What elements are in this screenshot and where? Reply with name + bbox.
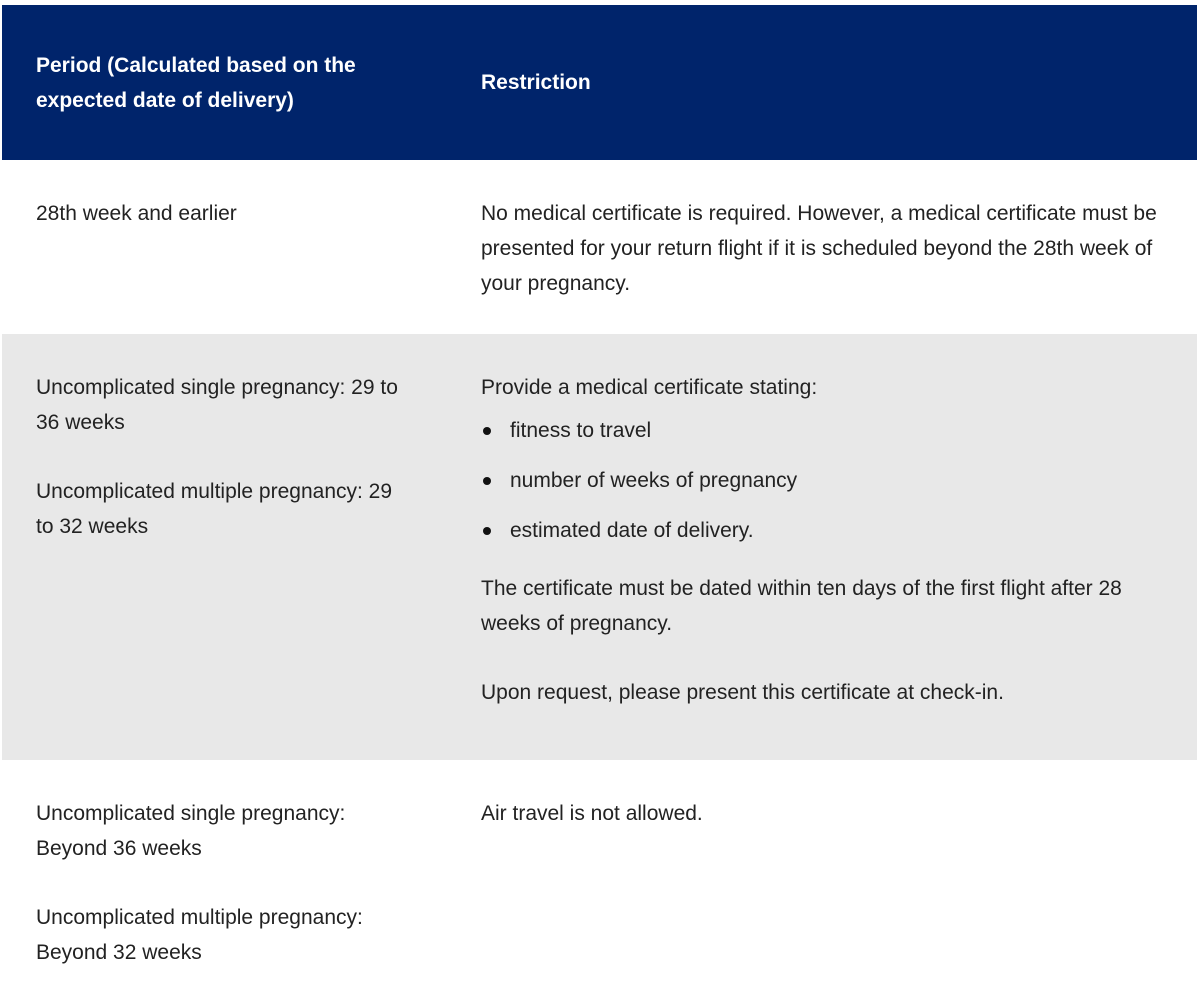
table-row <box>2 760 1197 997</box>
restriction-text: Air travel is not allowed. <box>481 802 703 825</box>
pregnancy-travel-table <box>2 5 1197 997</box>
header-period: Period (Calculated based on the expected date of delivery) <box>36 53 356 112</box>
list-item: number of weeks of pregnancy <box>481 463 1167 513</box>
period-text: Uncomplicated multiple pregnancy: 29 to 32 weeks <box>36 480 393 538</box>
period-text: Uncomplicated single pregnancy: 29 to 36 weeks <box>36 376 398 434</box>
table-row <box>2 334 1197 760</box>
restriction-text: The certificate must be dated within ten days of the first flight after 28 weeks of pregnancy. <box>481 577 1122 635</box>
restriction-intro: Provide a medical certificate stating: <box>481 376 818 399</box>
table-row <box>2 160 1197 334</box>
header-restriction: Restriction <box>481 71 591 94</box>
list-item: estimated date of delivery. <box>481 513 1167 563</box>
list-item: fitness to travel <box>481 413 1167 463</box>
restriction-cell <box>481 796 1197 997</box>
period-text: Uncomplicated multiple pregnancy: Beyond 32 weeks <box>36 906 363 964</box>
restriction-cell <box>481 370 1197 760</box>
period-text: 28th week and earlier <box>36 202 237 225</box>
period-cell <box>2 796 481 997</box>
restriction-cell <box>481 196 1197 334</box>
period-text: Uncomplicated single pregnancy: Beyond 36 weeks <box>36 802 346 860</box>
requirements-list <box>481 413 1167 563</box>
table-header <box>2 5 1197 160</box>
period-cell <box>2 196 481 334</box>
restriction-text: Upon request, please present this certificate at check-in. <box>481 681 1004 704</box>
period-cell <box>2 370 481 760</box>
restriction-text: No medical certificate is required. However, a medical certificate must be presented for your return flight if it is scheduled beyond the 28th week of your pregnancy. <box>481 202 1157 295</box>
